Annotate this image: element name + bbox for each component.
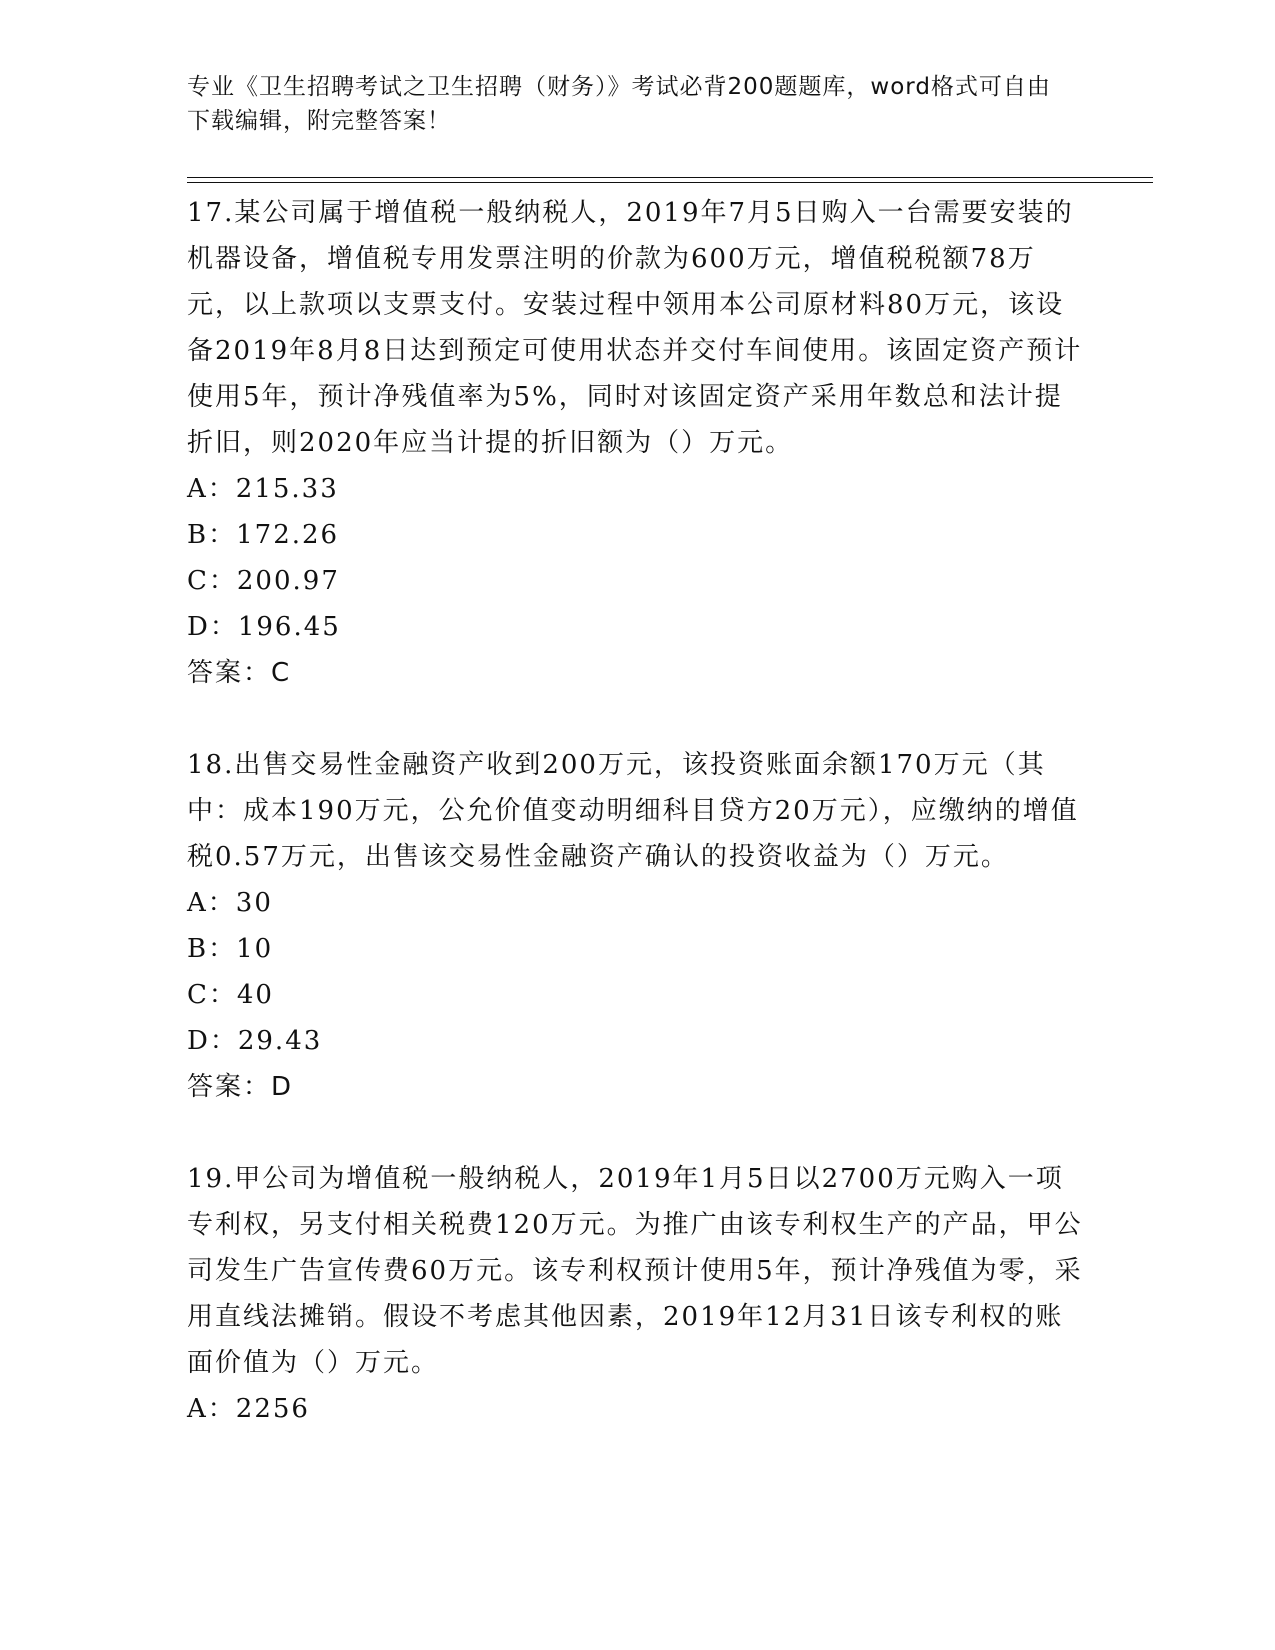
option-b: B：10 [187,934,274,964]
question-19 [187,1156,1087,1432]
option-a: A：30 [187,888,273,918]
option-b: B：172.26 [187,520,340,550]
question-list [187,190,1087,1432]
question-stem: 19.甲公司为增值税一般纳税人，2019年1月5日以2700万元购入一项专利权，另支付相关税费120万元。为推广由该专利权生产的产品，甲公司发生广告宣传费60万元。该专利权预计使用5年，预计净残值为零，采用直线法摊销。假设不考虑其他因素，2019年12月31日该专利权的账面价值为（）万元。 [187,1164,1083,1378]
header-divider-bottom [187,182,1153,183]
option-a: A：2256 [187,1394,310,1424]
option-a: A：215.33 [187,474,339,504]
question-spacer [187,1110,1087,1156]
option-c: C：200.97 [187,566,340,596]
document-header [187,70,1067,138]
question-17 [187,190,1087,696]
answer-label: 答案：C [187,658,292,688]
header-divider-top [187,177,1153,178]
answer-label: 答案：D [187,1072,294,1102]
question-stem: 17.某公司属于增值税一般纳税人，2019年7月5日购入一台需要安装的机器设备，增值税专用发票注明的价款为600万元，增值税税额78万元，以上款项以支票支付。安装过程中领用本公司原材料80万元，该设备2019年8月8日达到预定可使用状态并交付车间使用。该固定资产预计使用5年，预计净残值率为5%，同时对该固定资产采用年数总和法计提折旧，则2020年应当计提的折旧额为（）万元。 [187,198,1083,458]
question-stem: 18.出售交易性金融资产收到200万元，该投资账面余额170万元（其中：成本190万元，公允价值变动明细科目贷方20万元），应缴纳的增值税0.57万元，出售该交易性金融资产确认的投资收益为（）万元。 [187,750,1079,872]
question-spacer [187,696,1087,742]
option-c: C：40 [187,980,274,1010]
option-d: D：196.45 [187,612,341,642]
option-d: D：29.43 [187,1026,323,1056]
question-18 [187,742,1087,1110]
header-text: 专业《卫生招聘考试之卫生招聘（财务）》考试必背200题题库，word格式可自由下载编辑，附完整答案！ [187,74,1051,134]
